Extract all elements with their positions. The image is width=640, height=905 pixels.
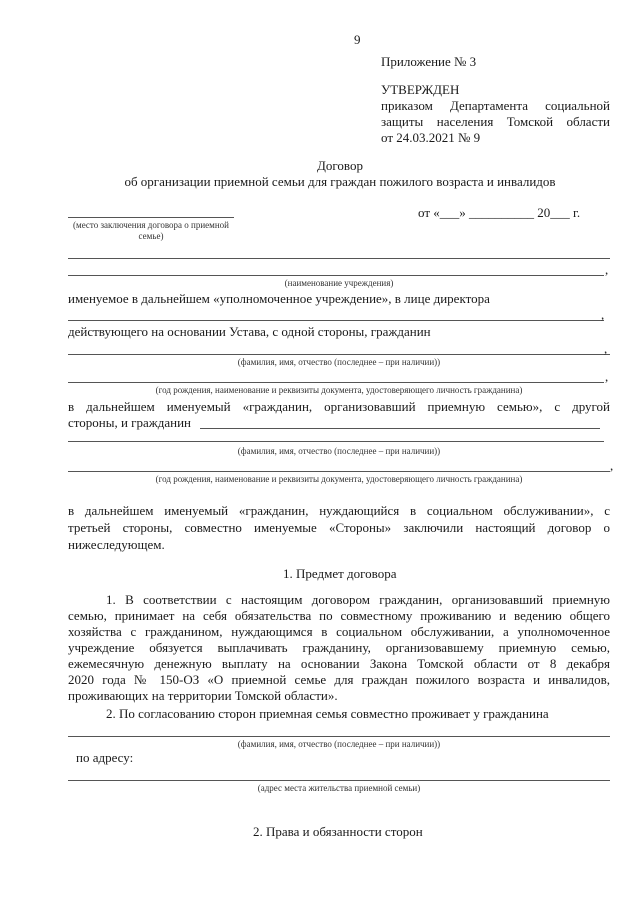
place-caption: (место заключения договора о приемной семье) [73,220,229,241]
approved-label: УТВЕРЖДЕН [381,82,460,97]
institution-line-1 [68,258,610,259]
citizen-2-doc-caption: (год рождения, наименование и реквизиты документа, удостоверяющего личность гражданина) [155,474,523,484]
acting-basis-text: действующего на основании Устава, с одной стороны, гражданин [68,324,431,339]
comma: , [601,307,605,322]
citizen-1-fio-line [68,354,610,355]
citizen-2-fio-caption: (фамилия, имя, отчество (последнее – при наличии)) [237,446,441,456]
approval-line-1: приказом Департамента социальной [381,98,610,113]
citizen-2-fio-line-b [68,441,604,442]
needy-text-3: нижеследующем. [68,537,165,552]
citizen-3-fio-line [68,736,610,737]
section-1-heading: 1. Предмет договора [283,566,397,581]
paragraph-line: учреждение обязуется выплачивать гражданину, организовавшему приемную семью, [68,640,610,655]
paragraph-line: семью, принимает на себя обязательства по совместному проживанию и ведению общего [68,608,610,623]
paragraph-line: хозяйства с гражданином, нуждающимся в социальном обслуживании, а уполномоченное [68,624,610,639]
address-label: по адресу: [76,750,134,765]
named-citizen-text-2: стороны, и гражданин [68,415,192,430]
date-line: от «___» __________ 20___ г. [418,205,581,220]
approval-line-2: защиты населения Томской области [381,114,610,129]
address-line [68,780,610,781]
paragraph-line: ежемесячную денежную выплату на основании Закона Томской области от 8 декабря [68,656,610,671]
approval-line-3: от 24.03.2021 № 9 [381,130,481,145]
citizen-1-fio-caption: (фамилия, имя, отчество (последнее – при наличии)) [237,357,441,367]
document-subtitle: об организации приемной семьи для граждан пожилого возраста и инвалидов [124,174,556,189]
named-citizen-text-1: в дальнейшем именуемый «гражданин, организовавший приемную семью», с другой [68,399,610,414]
citizen-1-doc-line [68,382,604,383]
institution-caption: (наименование учреждения) [284,278,394,288]
director-line [68,320,604,321]
paragraph-line: проживающих на территории Томской области». [68,688,338,703]
document-title: Договор [317,158,363,173]
place-line [68,217,234,218]
needy-text-2: третьей стороны, совместно именуемые «Стороны» заключили настоящий договор о [68,520,610,535]
section-2-heading: 2. Права и обязанности сторон [253,824,423,839]
citizen-2-doc-line [68,471,610,472]
needy-text-1: в дальнейшем именуемый «гражданин, нуждающийся в социальном обслуживании», с [68,503,610,518]
appendix-label: Приложение № 3 [381,54,477,69]
comma: , [610,458,614,473]
paragraph-line: 1. В соответствии с настоящим договором гражданин, организовавший приемную [106,592,610,607]
citizen-3-fio-caption: (фамилия, имя, отчество (последнее – при наличии)) [237,739,441,749]
page-number: 9 [354,32,361,47]
comma: , [604,341,608,356]
citizen-1-doc-caption: (год рождения, наименование и реквизиты документа, удостоверяющего личность гражданина) [155,385,523,395]
comma: , [605,262,609,277]
institution-line-2 [68,275,604,276]
address-caption: (адрес места жительства приемной семьи) [257,783,421,793]
section-1-paragraph-2: 2. По согласованию сторон приемная семья совместно проживает у гражданина [106,706,549,721]
paragraph-line: 2020 года № 150-ОЗ «О приемной семье для граждан пожилого возраста и инвалидов, [68,672,610,687]
citizen-2-fio-line-a [200,428,600,429]
named-institution-text: именуемое в дальнейшем «уполномоченное учреждение», в лице директора [68,291,490,306]
comma: , [605,369,609,384]
